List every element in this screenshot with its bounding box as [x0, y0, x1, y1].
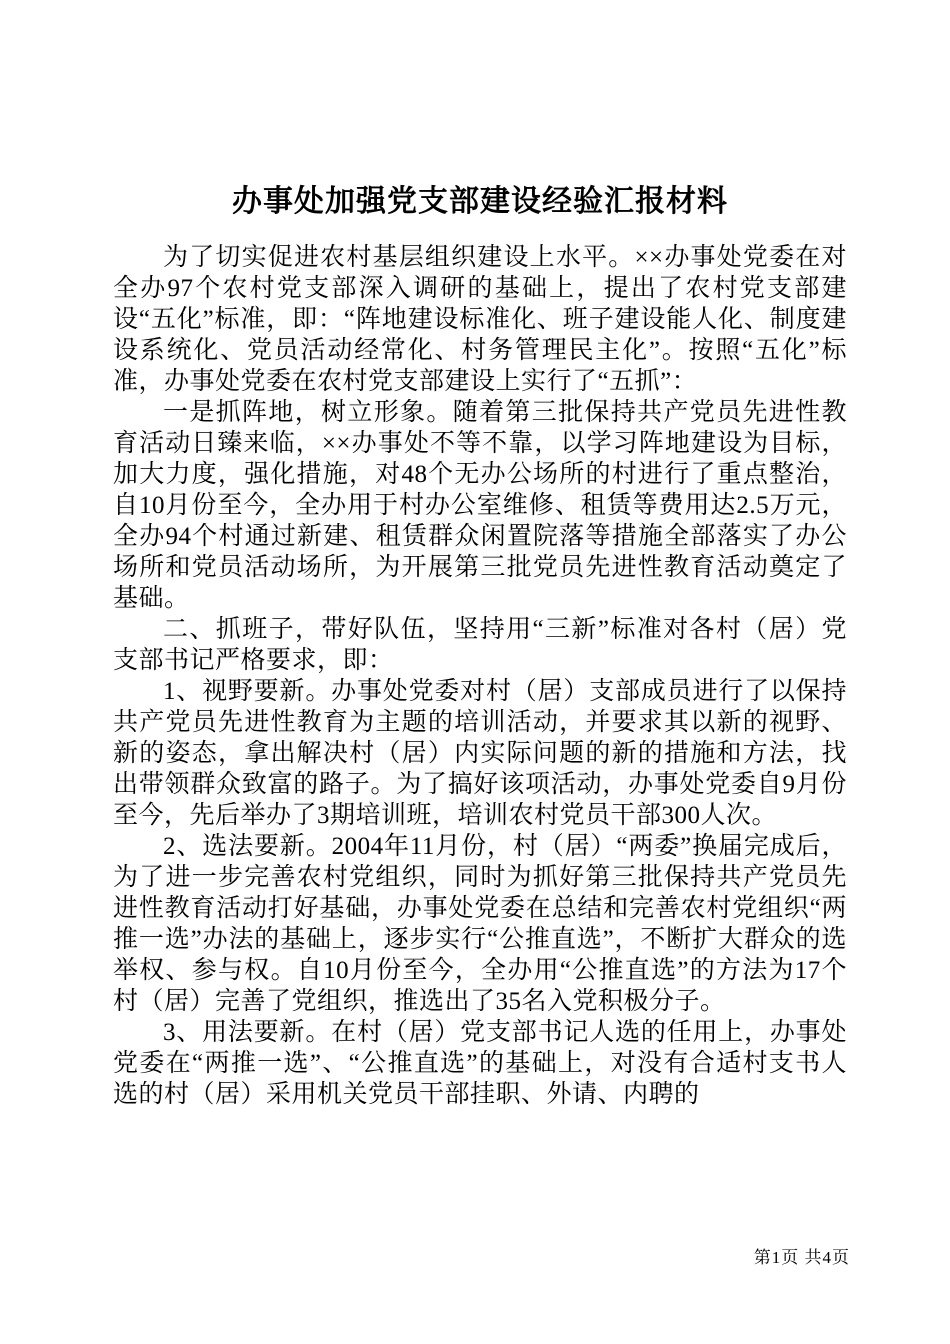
document-body — [113, 242, 847, 1110]
paragraph: 2、选法要新。2004年11月份，村（居）“两委”换届完成后，为了进一步完善农村党组织，同时为抓好第三批保持共产党员先进性教育活动打好基础，办事处党委在总结和完善农村党组织“两推一选”办法的基础上，逐步实行“公推直选”，不断扩大群众的选举权、参与权。自10月份至今，全办用“公推直选”的方法为17个村（居）完善了党组织，推选出了35名入党积极分子。 — [113, 833, 847, 1015]
page-number-footer: 第1页 共4页 — [753, 1248, 850, 1267]
paragraph: 3、用法要新。在村（居）党支部书记人选的任用上，办事处党委在“两推一选”、“公推直选”的基础上，对没有合适村支书人选的村（居）采用机关党员干部挂职、外请、内聘的 — [113, 1019, 847, 1108]
document-content — [113, 184, 847, 1110]
document-title: 办事处加强党支部建设经验汇报材料 — [232, 185, 728, 218]
paragraph: 1、视野要新。办事处党委对村（居）支部成员进行了以保持共产党员先进性教育为主题的培训活动，并要求其以新的视野、新的姿态，拿出解决村（居）内实际问题的新的措施和方法，找出带领群众致富的路子。为了搞好该项活动，办事处党委自9月份至今，先后举办了3期培训班，培训农村党员干部300人次。 — [113, 678, 847, 829]
paragraph: 一是抓阵地，树立形象。随着第三批保持共产党员先进性教育活动日臻来临，××办事处不等不靠，以学习阵地建设为目标，加大力度，强化措施，对48个无办公场所的村进行了重点整治，自10月份至今，全办用于村办公室维修、租赁等费用达2.5万元，全办94个村通过新建、租赁群众闲置院落等措施全部落实了办公场所和党员活动场所，为开展第三批党员先进性教育活动奠定了基础。 — [113, 399, 847, 612]
paragraph: 二、抓班子，带好队伍，坚持用“三新”标准对各村（居）党支部书记严格要求，即： — [113, 616, 847, 674]
paragraph: 为了切实促进农村基层组织建设上水平。××办事处党委在对全办97个农村党支部深入调研的基础上，提出了农村党支部建设“五化”标准，即：“阵地建设标准化、班子建设能人化、制度建设系统化、党员活动经常化、村务管理民主化”。按照“五化”标准，办事处党委在农村党支部建设上实行了“五抓”： — [113, 244, 847, 395]
